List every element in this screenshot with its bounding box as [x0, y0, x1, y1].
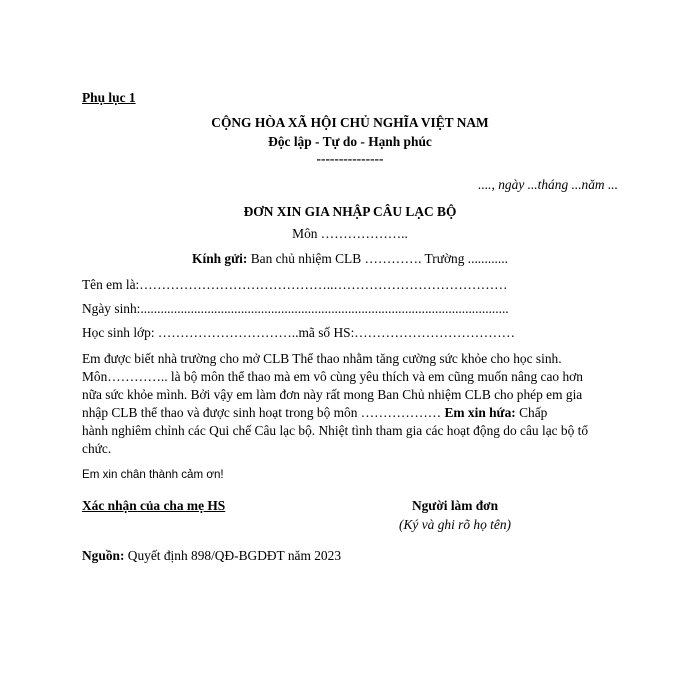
source-label: Nguồn:	[82, 548, 125, 563]
appendix-label: Phụ lục 1	[82, 90, 136, 105]
applicant-sign-note: (Ký và ghi rõ họ tên)	[399, 517, 511, 532]
field-class-id: Học sinh lớp: …………………………..mã số HS:………………………………	[82, 325, 515, 340]
parent-confirmation-label: Xác nhận của cha mẹ HS	[82, 498, 226, 513]
header-divider: ---------------	[316, 151, 384, 166]
field-name: Tên em là:……………………………………..…………………………………	[82, 277, 508, 292]
body-line-6: chức.	[82, 441, 112, 456]
body-line-2: Môn………….. là bộ môn thể thao mà em vô cùng yêu thích và em cũng muốn nâng cao hơn	[82, 369, 583, 384]
addressee-text: Ban chủ nhiệm CLB …………. Trường ............	[247, 251, 508, 266]
addressee-line	[192, 251, 508, 267]
nation-header: CỘNG HÒA XÃ HỘI CHỦ NGHĨA VIỆT NAM	[211, 115, 489, 130]
applicant-label: Người làm đơn	[411, 498, 499, 513]
field-dob: Ngày sinh:..............................................................................................................	[82, 301, 509, 316]
date-line: ...., ngày ...tháng ...năm ...	[478, 177, 618, 192]
body-line-1: Em được biết nhà trường cho mở CLB Thể thao nhằm tăng cường sức khỏe cho học sinh.	[82, 351, 562, 366]
source-line	[82, 548, 341, 564]
body-line-4	[82, 405, 547, 421]
addressee-label: Kính gửi:	[192, 251, 248, 266]
document-title: ĐƠN XIN GIA NHẬP CÂU LẠC BỘ	[243, 204, 457, 219]
body-line-4-start: nhập CLB thể thao và được sinh hoạt trong bộ môn ………………	[82, 405, 445, 420]
promise-label: Em xin hứa:	[444, 405, 516, 420]
body-line-4-end: Chấp	[515, 405, 548, 420]
thanks-line: Em xin chân thành cảm ơn!	[82, 468, 224, 481]
subject-line: Môn ………………..	[292, 226, 408, 241]
motto: Độc lập - Tự do - Hạnh phúc	[268, 134, 432, 149]
source-text: Quyết định 898/QĐ-BGDĐT năm 2023	[124, 548, 342, 563]
body-line-5: hành nghiêm chỉnh các Qui chế Câu lạc bộ. Nhiệt tình tham gia các hoạt động do câu lạc bộ tổ	[82, 423, 589, 438]
body-line-3: nữa sức khỏe mình. Bởi vậy em làm đơn này rất mong Ban Chủ nhiệm CLB cho phép em gia	[82, 387, 583, 402]
